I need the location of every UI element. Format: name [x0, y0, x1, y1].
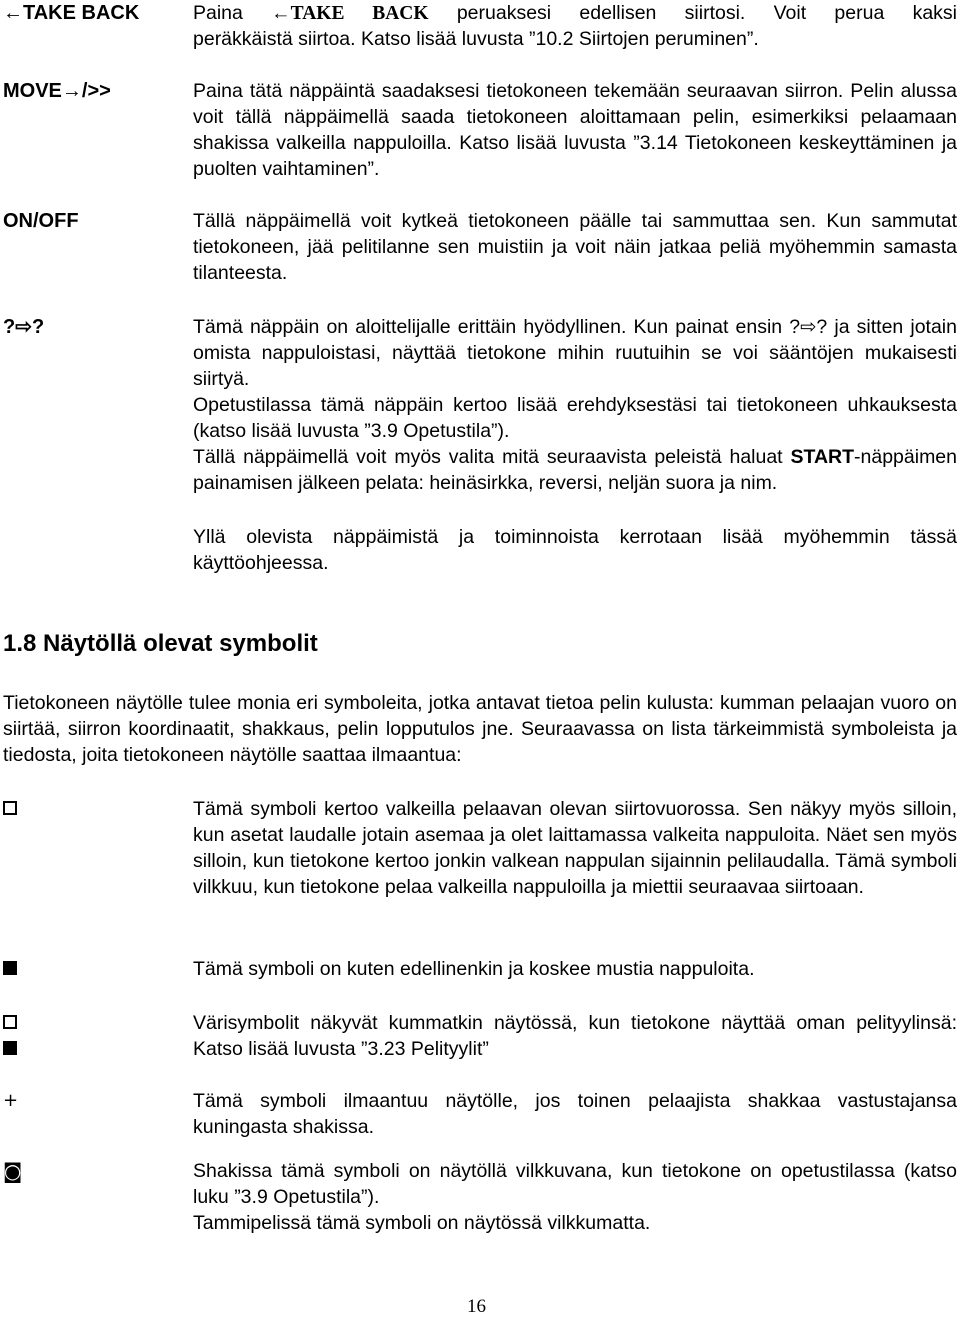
help-key-paragraph-2: Opetustilassa tämä näppäin kertoo lisää erehdyksestäsi tai tietokoneen uhkauksesta (katso lisää luvusta ”3.9 Opetustila”).: [193, 394, 957, 442]
symbol-description-black: Tämä symboli on kuten edellinenkin ja koskee mustia nappuloita.: [193, 958, 755, 980]
take-back-description-line2: peräkkäistä siirtoa. Katso lisää luvusta ”10.2 Siirtojen peruminen”.: [193, 28, 759, 50]
help-key-paragraph-1: Tämä näppäin on aloittelijalle erittäin hyödyllinen. Kun painat ensin ?⇨? ja sitten jotain omista nappuloistasi, näyttää tietokone mihin ruutuihin se voi sääntöjen mukaisesti siirtyä.: [193, 316, 957, 390]
take-back-description-line1: Paina ←TAKE BACK peruaksesi edellisen siirtosi. Voit perua kaksi: [193, 2, 957, 24]
take-back-key-label: ←TAKE BACK: [3, 2, 140, 24]
section-intro: Tietokoneen näytölle tulee monia eri symboleita, jotka antavat tietoa pelin kulusta: kumman pelaajan vuoro on siirtää, siirron koordinaatit, shakkaus, pelin lopputulos jne. Seuraavassa on lista tärkeimmistä symboleista ja tiedosta, joita tietokoneen näytölle saattaa ilmaantua:: [3, 692, 957, 766]
symbol-description-colors: Värisymbolit näkyvät kummatkin näytössä, kun tietokone näyttää oman pelityylinsä: Katso lisää luvusta ”3.23 Pelityylit”: [193, 1012, 957, 1060]
symbol-description-teaching: Shakissa tämä symboli on näytöllä vilkkuvana, kun tietokone on opetustilassa (katso luku ”3.9 Opetustila”).: [193, 1160, 957, 1208]
help-key-paragraph-4: Yllä olevista näppäimistä ja toiminnoista kerrotaan lisää myöhemmin tässä käyttöohjeessa.: [193, 526, 957, 574]
plus-icon: +: [3, 1090, 19, 1111]
move-key-label: MOVE→/>>: [3, 80, 111, 102]
onoff-key-description: Tällä näppäimellä voit kytkeä tietokoneen päälle tai sammuttaa sen. Kun sammutat tietokoneen, jää pelitilanne sen muistiin ja voit näin jatkaa peliä myöhemmin samasta tilanteesta.: [193, 210, 957, 284]
page-number: 16: [467, 1296, 486, 1317]
section-heading: 1.8 Näytöllä olevat symbolit: [3, 630, 318, 657]
onoff-key-label: ON/OFF: [3, 210, 79, 232]
move-key-description: Paina tätä näppäintä saadaksesi tietokoneen tekemään seuraavan siirron. Pelin alussa voit tällä näppäimellä saada tietokoneen aloittamaan pelin, esimerkiksi pelaamaan shakissa valkeilla nappuloilla. Katso lisää luvusta ”3.14 Tietokoneen keskeyttäminen ja puolten vaihtaminen”.: [193, 80, 957, 180]
help-key-paragraph-3: Tällä näppäimellä voit myös valita mitä seuraavista peleistä haluat START-näppäimen painamisen jälkeen pelata: heinäsirkka, reversi, neljän suora ja nim.: [193, 446, 957, 494]
symbol-description-check: Tämä symboli ilmaantuu näytölle, jos toinen pelaajista shakkaa vastustajansa kuningasta shakissa.: [193, 1090, 957, 1138]
symbol-description-checkers: Tammipelissä tämä symboli on näytössä vilkkumatta.: [193, 1212, 651, 1234]
target-icon: ◙: [3, 1159, 23, 1183]
black-square-icon: [3, 956, 17, 982]
black-square-icon: [3, 1036, 17, 1062]
help-key-label: ?⇨?: [3, 316, 45, 338]
white-square-icon: [3, 796, 17, 822]
symbol-description-white: Tämä symboli kertoo valkeilla pelaavan olevan siirtovuorossa. Sen näkyy myös silloin, kun asetat laudalle jotain asemaa ja olet laittamassa valkeita nappuloita. Näet sen myös silloin, kun tietokone kertoo jonkin valkean nappulan sijainnin pelilaudalla. Tämä symboli vilkkuu, kun tietokone pelaa valkeilla nappuloilla ja miettii seuraavaa siirtoaan.: [193, 798, 957, 898]
white-square-icon: [3, 1010, 17, 1036]
